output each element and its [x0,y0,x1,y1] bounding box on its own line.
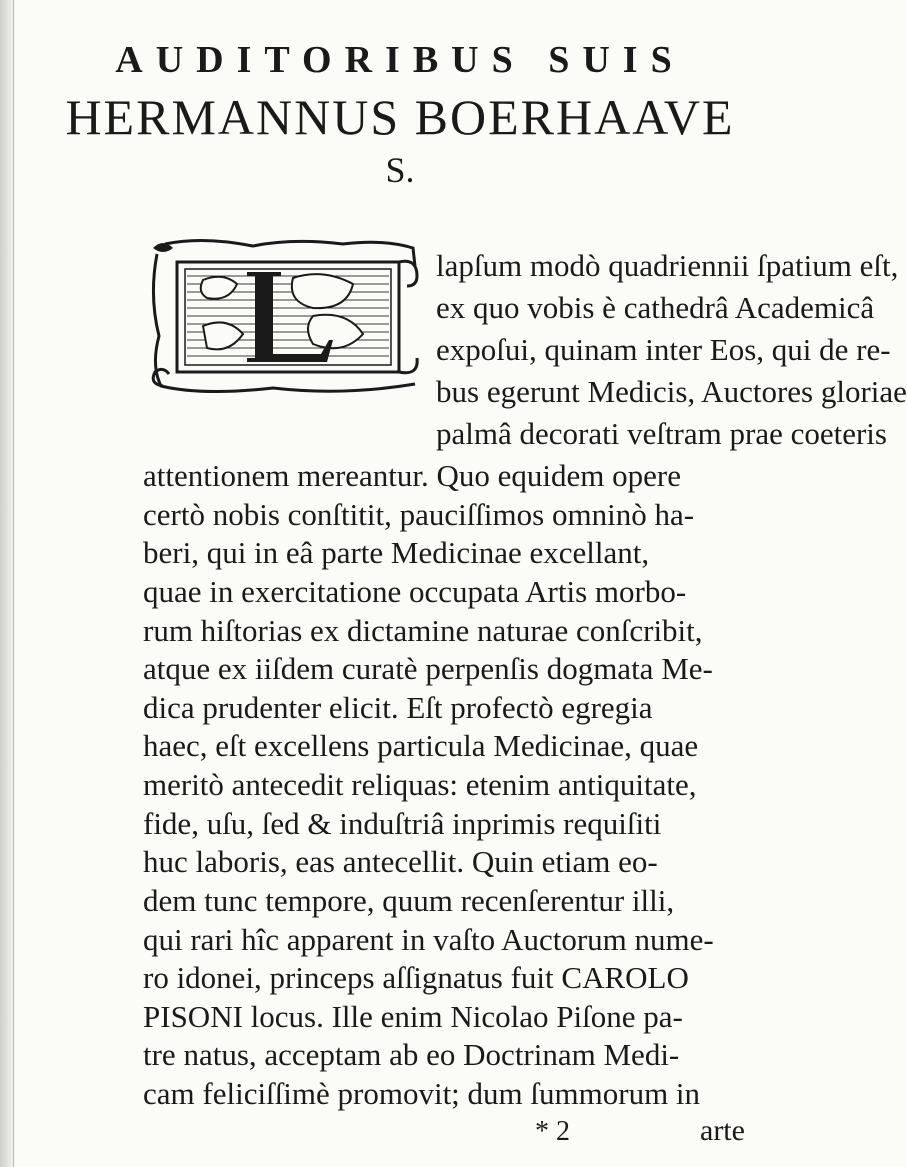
text-line: ro idonei, princeps aſſignatus fuit CAROLO [143,960,689,995]
salutation: S. [385,150,415,190]
text-line: bus egerunt Medicis, Auctores gloriae [436,374,907,409]
text-line: haec, eſt excellens particula Medicinae, quae [143,728,699,763]
text-line: palmâ decorati veſtram prae coeteris [436,416,887,451]
catchword: arte [700,1114,745,1147]
text-line: certò nobis conſtitit, pauciſſimos omninò ha- [143,497,695,532]
text-line: beri, qui in eâ parte Medicinae excellant, [143,535,650,570]
text-line: qui rari hîc apparent in vaſto Auctorum nume- [143,922,714,957]
text-line: dica prudenter elicit. Eſt profectò egregia [143,690,653,725]
text-line: lapſum modò quadriennii ſpatium eſt, [436,248,899,283]
text-line: attentionem mereantur. Quo equidem opere [143,458,682,493]
text-line: cam feliciſſimè promovit; dum ſummorum in [143,1076,701,1111]
text-line: dem tunc tempore, quum recenſerentur illi, [143,883,675,918]
dedication-heading: AUDITORIBUS SUIS [115,39,685,81]
text-line: quae in exercitatione occupata Artis morbo- [143,574,687,609]
text-line: PISONI locus. Ille enim Nicolao Piſone pa- [143,999,683,1034]
text-line: huc laboris, eas antecellit. Quin etiam eo- [143,844,658,879]
decorated-initial-l-icon [143,236,427,398]
signature-mark: * 2 [535,1116,570,1147]
author-name: HERMANNUS BOERHAAVE [65,89,735,145]
text-line: fide, uſu, ſed & induſtriâ inprimis requiſiti [143,806,662,841]
text-line: rum hiſtorias ex dictamine naturae conſcribit, [143,613,703,648]
text-line: tre natus, acceptam ab eo Doctrinam Medi- [143,1037,680,1072]
text-line: atque ex iiſdem curatè perpenſis dogmata Me- [143,651,713,686]
text-line: ex quo vobis è cathedrâ Academicâ [436,290,875,325]
text-line: meritò antecedit reliquas: etenim antiquitate, [143,767,697,802]
text-line: expoſui, quinam inter Eos, qui de re- [436,332,891,367]
